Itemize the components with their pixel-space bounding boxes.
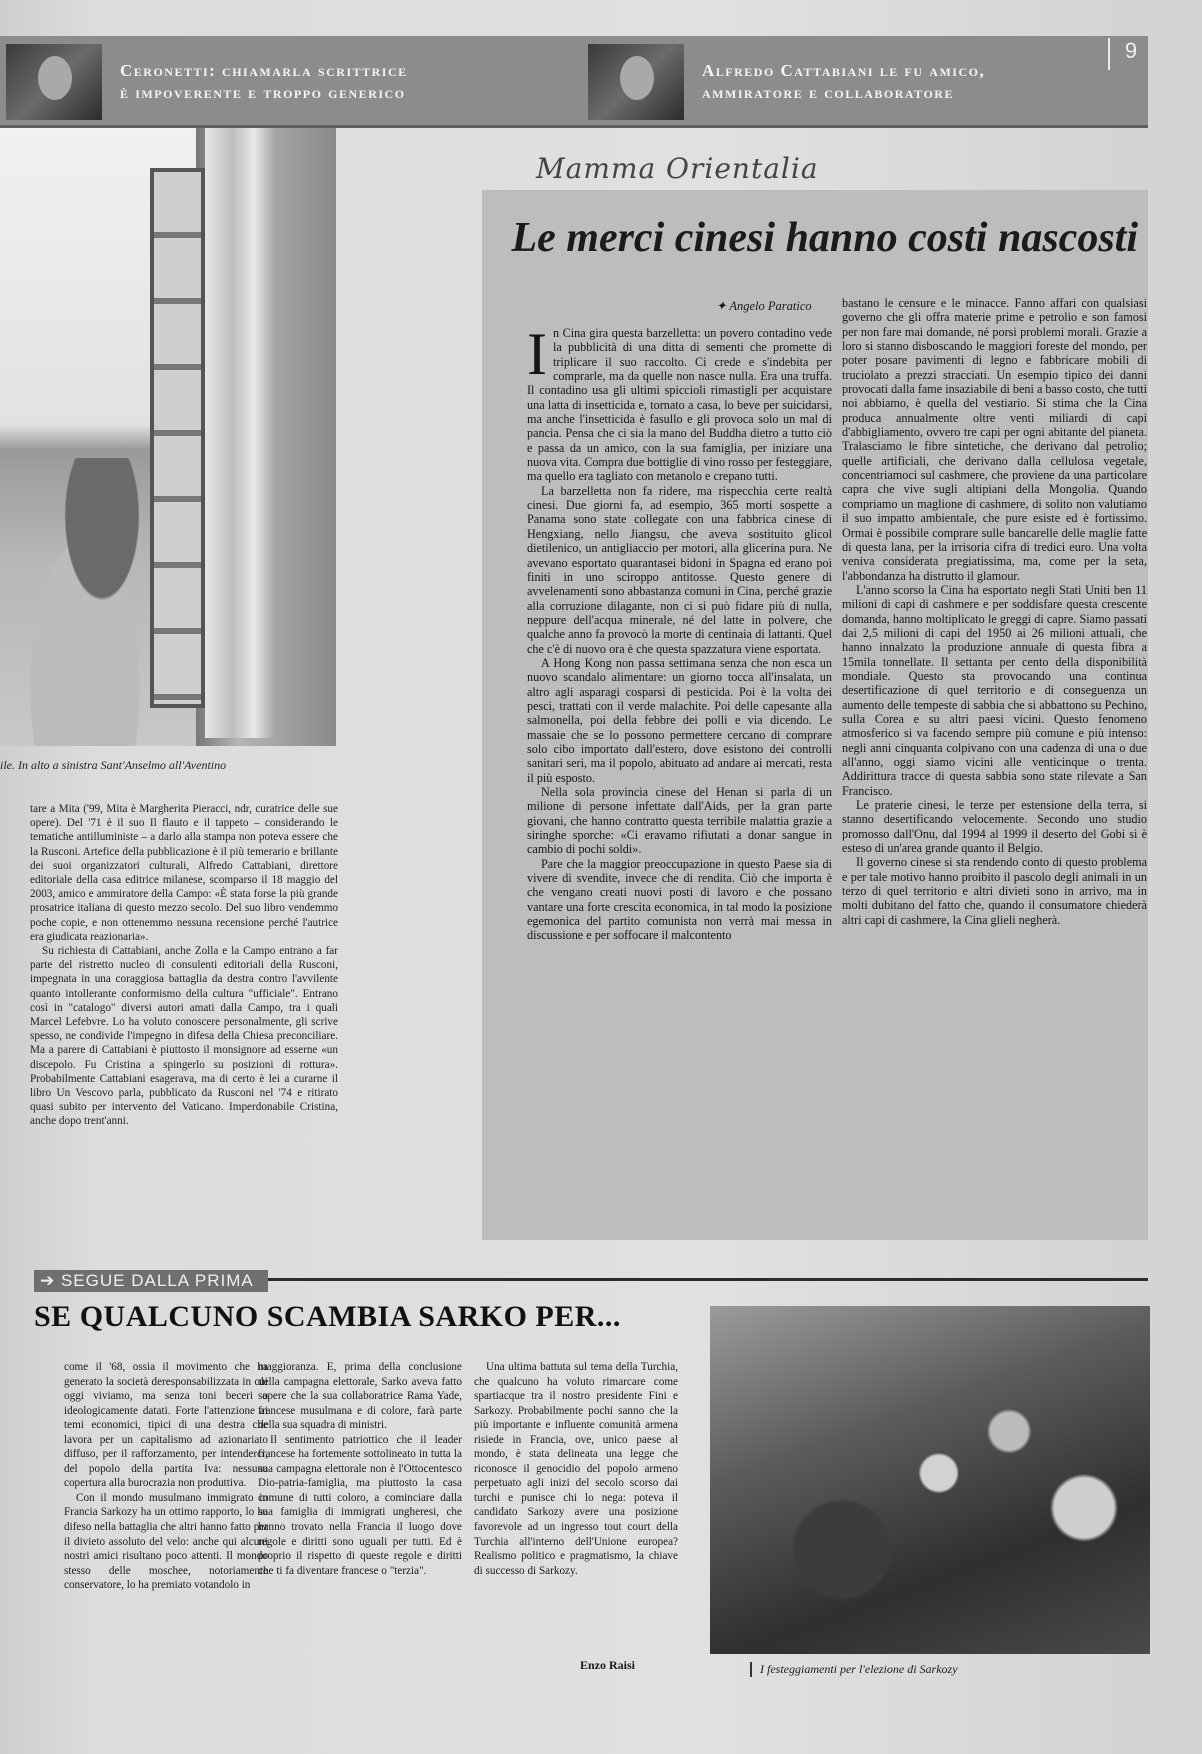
article-paragraph-text: n Cina gira questa barzelletta: un povero contadino vede la pubblicità di una ditta di sementi che promette di triplicare il suo raccolto. Ci crede e s'indebita per comprarle, ma da quelle non nasce nulla. Era una truffa. Il contadino usa gli ultimi spiccioli rimastigli per acquistare una latta di insetticida e, tornato a casa, lo beve per suicidarsi, ma anche l'insetticida è fasullo e gli provoca solo un mal di pancia. Pensa che ci sia la mano del Buddha dietro a tutto ciò e passa da un amico, con la sua famiglia, per iniziare una nuova vita. Compra due bottiglie di vino rosso per festeggiare, ma quello era tagliato con metanolo e crepano tutti. bbox=[527, 326, 832, 484]
window-illustration bbox=[0, 128, 336, 746]
illustration-figure bbox=[0, 458, 170, 746]
article-paragraph: Nella sola provincia cinese del Henan si parla di un milione di persone infettate dall'Aids, per la gran parte giovani, che hanno contratto questa terribile malattia grazie a siringhe sporche: «Ci eravamo rifiutati a donar sangue in cambio di pochi soldi». bbox=[527, 785, 832, 857]
bottom-column-3 bbox=[474, 1360, 678, 1578]
illustration-curtain bbox=[205, 128, 275, 738]
article-byline: ✦ Angelo Paratico bbox=[716, 299, 812, 313]
article-headline: Le merci cinesi hanno costi nascosti bbox=[511, 215, 1138, 261]
byline-name: Angelo Paratico bbox=[729, 299, 812, 313]
article-paragraph: Le praterie cinesi, le terze per estensione della terra, si stanno desertificando velocemente. Secondo uno studio promosso dall'Onu, dal 1994 al 1999 il deserto del Gobi si è esteso di un'area grande quanto il Belgio. bbox=[842, 798, 1147, 856]
bottom-column-2 bbox=[258, 1360, 462, 1578]
page-number: 9 bbox=[1108, 38, 1148, 70]
bottom-paragraph: Con il mondo musulmano immigrato in Francia Sarkozy ha un ottimo rapporto, lo ha difeso nella battaglia che altri hanno fatto per il divieto assoluto del velo: anche qui alcuni nostri amici risultano poco attenti. Il mondo stesso delle moschee, notoriamente conservatore, lo ha premiato votandolo in bbox=[64, 1491, 268, 1592]
drop-cap: I bbox=[527, 321, 547, 387]
left-continuation-column bbox=[30, 802, 338, 1129]
bottom-paragraph: come il '68, ossia il movimento che ha generato la società deresponsabilizzata in cui oggi viviamo, ma senza toni beceri o ideologicamente datati. Forte l'attenzione ai temi economici, tipici di una destra che lavora per un capitalismo ad azionariato diffuso, per il rafforzamento, per intenderci, del popolo della partita Iva: nessuna copertura alla burocrazia non produttiva. bbox=[64, 1361, 268, 1490]
bottom-paragraph: maggioranza. E, prima della conclusione della campagna elettorale, Sarko aveva fatto sapere che la sua collaboratrice Rama Yade, francese musulmana e di colore, farà parte della sua squadra di ministri. bbox=[258, 1361, 462, 1432]
bottom-paragraph: Il sentimento patriottico che il leader francese ha fortemente sottolineato in tutta la sua campagna elettorale non è l'Ottocentesco Dio-patria-famiglia, ma piuttosto la casa comune di tutti coloro, a cominciare dalla sua famiglia di immigrati ungheresi, che hanno trovato nella Francia il luogo dove regole e diritti sono uguali per tutti. Ed è proprio il rispetto di queste regole e diritti che ti fa diventare francese o "terzia". bbox=[258, 1433, 462, 1577]
article-paragraph: Pare che la maggior preoccupazione in questo Paese sia di vivere di svendite, invece che di rendita. Ciò che importa è che vengano creati nuovi posti di lavoro e che possano vantare una forte crescita economica, in tal modo la posizione egemonica del partito comunista non verrà mai messa in discussione e per soffocare il malcontento bbox=[527, 856, 832, 943]
left-paragraph: Su richiesta di Cattabiani, anche Zolla e la Campo entrano a far parte del ristretto nucleo di consulenti editoriali della Rusconi, impegnata in una coraggiosa battaglia da destra contro l'avvilente quanto intollerante conformismo della cultura "ufficiale". Entrano così in "catalogo" diversi autori amati dalla Campo, tra i quali Marcel Lefebvre. Lo ha voluto conoscere personalmente, gli scrive spesso, ne condivide l'impegno in difesa della Chiesa preconciliare. Ma a parere di Cattabiani è piuttosto il monsignore ad esserne «un discepolo. Fu Cristina a spingerlo su posizioni di rottura». Probabilmente Cattabiani esagerava, ma di certo è lei a curarne il libro Un Vescovo parla, pubblicato da Rusconi nel '74 e ritirato quasi subito per intervento del Vaticano. Imperdonabile Cristina, anche dopo trent'anni. bbox=[30, 945, 338, 1128]
article-paragraph: L'anno scorso la Cina ha esportato negli Stati Uniti ben 11 milioni di capi di cashmere e per soddisfare questa crescente domanda, hanno moltiplicato le greggi di capre. Siamo passati dai 2,5 milioni di capi del 1950 ai 26 milioni attuali, che hanno innalzato la produzione annuale di questa fibra a 15mila tonnellate. Il settanta per cento della disponibilità mondiale. Questo sta provocando una continua desertificazione di quel territorio e di conseguenza un aumento delle tempeste di sabbia che si abbattono su Pechino, sulla Corea e su altri paesi vicini. Questo fenomeno atmosferico si va facendo sempre più comune e più intenso: negli anni cinquanta colpivano con una cadenza di una o due all'anno, oggi siamo vicini alle venticinque o trenta. Addirittura tracce di questa sabbia sono state rilevate a San Francisco. bbox=[842, 582, 1147, 798]
bottom-article-title: SE QUALCUNO SCAMBIA SARKO PER... bbox=[34, 1300, 621, 1333]
article-paragraph bbox=[527, 321, 832, 484]
author-signature: Enzo Raisi bbox=[580, 1658, 636, 1672]
portrait-thumbnail-left bbox=[6, 44, 102, 120]
article-paragraph: bastano le censure e le minacce. Fanno affari con qualsiasi governo che gli offra materie prime e petrolio e son famosi per non fare mai domande, né porsi problemi morali. Grazie a loro si stanno disboscando le maggiori foreste del mondo, per poter posare pavimenti di legno e fabbricare mobili di truciolato a prezzi stracciati. Un esempio tipico dei danni provocati dalla fame insaziabile di beni a basso costo, che tutti noi abbiamo, è quella del vestiario. Si stima che la Cina produca annualmente oltre venti miliardi di capi d'abbigliamento, ovvero tre capi per ogni abitante del pianeta. Tralasciamo le fibre sintetiche, che derivano dal petrolio; quelle artificiali, che derivano dalla cellulosa vegetale, concentriamoci sul cashmere, che proviene da una particolare capra che vive sugli altipiani della Mongolia. Quando compriamo un maglione di cashmere, di solito non valutiamo il suo impatto ambientale, che pure esiste ed è fortissimo. Ormai è possibile comprare sulle bancarelle delle maglie fatte di questa lana, per la irrisoria cifra di tredici euro. Una volta veniva considerata pregiatissima, ma, come per la seta, l'abbondanza ha distrutto il glamour. bbox=[842, 296, 1147, 583]
header-strip bbox=[0, 36, 1148, 128]
rubric-title: Mamma Orientalia bbox=[536, 152, 819, 185]
article-column-1 bbox=[527, 321, 832, 943]
bottom-paragraph: Una ultima battuta sul tema della Turchia, che qualcuno ha voluto rimarcare come spartiacque tra il nostro presidente Fini e Sarkozy. Probabilmente pochi sanno che la più importante e influente comunità armena risiede in Francia, ove, unico paese al mondo, è stata delineata una legge che riconosce il genocidio del popolo armeno perpetuato agli inizi del secolo scorso dai turchi e punisce chi lo nega: poteva il candidato Sarkozy avere una posizione favorevole ad un ingresso tout court della Turchia all'interno dell'Unione europea? Realismo politico e pragmatismo, la chiave di successo di Sarkozy. bbox=[474, 1361, 678, 1577]
teaser-right[interactable] bbox=[588, 44, 1088, 120]
article-paragraph: A Hong Kong non passa settimana senza che non esca un nuovo scandalo alimentare: un giorno tocca all'insalata, un altro agli asparagi cosparsi di pesticida. Poi è la volta dei pesci, trattati con il verde malachite. Poi delle capesante alla salmonella, poi della febbre dei polli e via dicendo. Le massaie che se lo possono permettere cercano di comprare solo cibo importato dall'estero, dove esistono dei controlli sanitari seri, ma il popolo, abituato ad andare ai mercati, resta il più esposto. bbox=[527, 655, 832, 785]
left-paragraph: tare a Mita ('99, Mita è Margherita Pieracci, ndr, curatrice delle sue opere). Del '71 è il suo Il flauto e il tappeto – considerando le tematiche antilluministe – a darlo alla stampa non poteva essere che la Rusconi. Artefice della pubblicazione è il più temerario e brillante dei suoi organizzatori culturali, Alfredo Cattabiani, direttore editoriale della casa editrice milanese, scomparso il 18 maggio del 2003, amico e ammiratore della Campo: «È stata forse la più grande prosatrice italiana di questo mezzo secolo. Del suo libro vendemmo poche copie, e non ottenemmo nessuna recensione perché l'autrice era giudicata reazionaria». bbox=[30, 803, 338, 943]
portrait-thumbnail-right bbox=[588, 44, 684, 120]
article-paragraph: Il governo cinese si sta rendendo conto di questo problema e per tale motivo hanno proibito il pascolo degli animali in un terzo di quel territorio e altri divieti sono in arrivo, ma in molti dubitano del fatto che, quando il consumatore chiederà altri capi di cashmere, la Cina glieli negherà. bbox=[842, 855, 1147, 927]
illustration-caption: ile. In alto a sinistra Sant'Anselmo all'Aventino bbox=[0, 758, 227, 772]
segue-label: ➔ SEGUE DALLA PRIMA bbox=[34, 1270, 268, 1292]
bottom-column-1 bbox=[64, 1360, 268, 1593]
photo-caption: I festeggiamenti per l'elezione di Sarkozy bbox=[750, 1662, 958, 1677]
teaser-left[interactable] bbox=[6, 44, 476, 120]
teaser-right-text: Alfredo Cattabiani le fu amico, ammiratore e collaboratore bbox=[702, 61, 986, 102]
teaser-left-text: Ceronetti: chiamarla scrittrice è impoverente e troppo generico bbox=[120, 61, 408, 102]
crowd-photo bbox=[710, 1306, 1150, 1654]
article-column-2 bbox=[842, 296, 1147, 927]
article-paragraph: La barzelletta non fa ridere, ma rispecchia certe realtà cinesi. Due giorni fa, ad esempio, 365 morti sospette a Panama sono state collegate con una fabbrica cinese di Hengxiang, nello Jiangsu, che aveva sostituito glicol dietilenico, un antigliaccio per motori, alla glicerina pura. Ne avevano esportato quarantasei bidoni in Spagna ed erano poi finiti in uno sciroppo antitosse. Questo genere di avvelenamenti sono abbastanza comuni in Cina, perché grazie alla corruzione dilagante, non ci si può fidare più di nulla, neppure dell'acqua minerale, né del latte in polvere, che qualche anno fa provocò la morte di centinaia di lattanti. Quel che c'è di nuovo ora è che questa spazzatura viene esportata. bbox=[527, 483, 832, 656]
